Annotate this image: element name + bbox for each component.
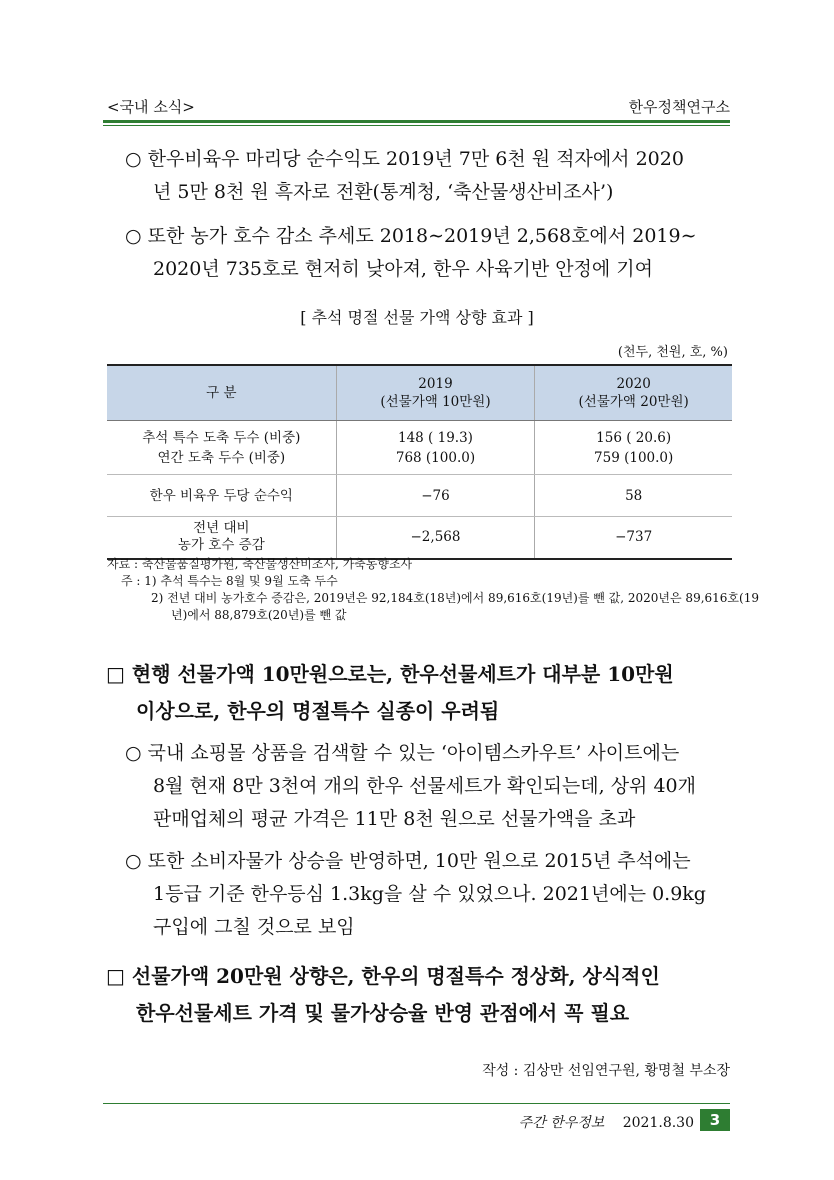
table-title: [ 추석 명절 선물 가액 상향 효과 ] bbox=[300, 308, 534, 327]
header-year: 2019 bbox=[418, 376, 453, 392]
section-heading-raise-limit bbox=[106, 958, 660, 1032]
cell-value: 759 (100.0) bbox=[594, 449, 674, 466]
bullet-itemscout bbox=[125, 737, 696, 836]
header-org-name: 한우정책연구소 bbox=[628, 98, 730, 116]
table-row bbox=[107, 517, 732, 559]
bullet-farm-households bbox=[125, 220, 697, 286]
section-text-line: 선물가액 20만원 상향은, 한우의 명절특수 정상화, 상식적인 bbox=[131, 964, 660, 988]
section-text-line: 현행 선물가액 10만원으로는, 한우선물세트가 대부분 10만원 bbox=[131, 662, 674, 686]
bullet-marker: ○ bbox=[125, 742, 142, 764]
section-text-line: 이상으로, 한우의 명절특수 실종이 우려됨 bbox=[136, 699, 500, 723]
header-gift-limit: (선물가액 10만원) bbox=[380, 394, 491, 410]
table-row bbox=[107, 421, 732, 475]
bullet-text-line: 한우비육우 마리당 순수익도 2019년 7만 6천 원 적자에서 2020 bbox=[147, 148, 684, 170]
bullet-text-line: 년 5만 8천 원 흑자로 전환(통계청, ‘축산물생산비조사’) bbox=[153, 181, 614, 203]
footnote-2: 2) 전년 대비 농가호수 증감은, 2019년은 92,184호(18년)에서 89,616호(19년)를 뺀 값, 2020년은 89,616호(19 bbox=[151, 591, 759, 605]
header-rule-thin bbox=[103, 125, 730, 126]
gift-limit-effect-table bbox=[107, 364, 732, 560]
header-category: 구 분 bbox=[107, 365, 336, 421]
page-number: 3 bbox=[700, 1109, 730, 1131]
bullet-marker: ○ bbox=[125, 148, 142, 170]
row-label-line: 연간 도축 두수 (비중) bbox=[157, 449, 286, 466]
bullet-text-line: 구입에 그칠 것으로 보임 bbox=[153, 916, 355, 938]
bullet-text-line: 1등급 기준 한우등심 1.3kg을 살 수 있었으나. 2021년에는 0.9kg bbox=[153, 883, 706, 905]
cell-value: 148 ( 19.3) bbox=[398, 429, 473, 446]
section-marker: □ bbox=[106, 964, 125, 988]
footer-text bbox=[519, 1112, 694, 1132]
bullet-consumer-price bbox=[125, 845, 706, 944]
header-2019 bbox=[336, 365, 535, 421]
row-label bbox=[107, 517, 336, 559]
header-gift-limit: (선물가액 20만원) bbox=[578, 394, 689, 410]
author-credit: 작성 : 김상만 선임연구원, 황명철 부소장 bbox=[482, 1063, 730, 1079]
table-row bbox=[107, 475, 732, 517]
table-notes bbox=[107, 556, 759, 624]
footnote-2-cont: 년)에서 88,879호(20년)를 뺀 값 bbox=[171, 608, 347, 622]
source-note: 자료 : 축산물품질평가원, 축산물생산비조사, 가축동향조사 bbox=[107, 557, 413, 571]
row-label-line: 전년 대비 bbox=[193, 520, 250, 537]
bullet-text-line: 또한 소비자물가 상승을 반영하면, 10만 원으로 2015년 추석에는 bbox=[147, 850, 691, 872]
footer-rule bbox=[103, 1103, 730, 1104]
cell-2019: −76 bbox=[336, 475, 535, 517]
row-label-line: 농가 호수 증감 bbox=[177, 537, 265, 554]
header-2020 bbox=[535, 365, 732, 421]
header-year: 2020 bbox=[616, 376, 651, 392]
cell-2019: −2,568 bbox=[336, 517, 535, 559]
table-unit: (천두, 천원, 호, %) bbox=[617, 345, 728, 360]
row-label: 한우 비육우 두당 순수익 bbox=[107, 475, 336, 517]
cell-2020 bbox=[535, 421, 732, 475]
cell-2020: −737 bbox=[535, 517, 732, 559]
section-marker: □ bbox=[106, 662, 125, 686]
footnote-1: 주 : 1) 추석 특수는 8월 및 9월 도축 두수 bbox=[121, 574, 338, 588]
bullet-text-line: 2020년 735호로 현저히 낮아져, 한우 사육기반 안정에 기여 bbox=[153, 258, 654, 280]
cell-2019 bbox=[336, 421, 535, 475]
bullet-marker: ○ bbox=[125, 225, 142, 247]
cell-value: 768 (100.0) bbox=[395, 449, 476, 466]
publication-date: 2021.8.30 bbox=[622, 1115, 694, 1131]
publication-name: 주간 한우정보 bbox=[518, 1115, 605, 1131]
header-section-label: <국내 소식> bbox=[107, 98, 195, 116]
bullet-text-line: 또한 농가 호수 감소 추세도 2018∼2019년 2,568호에서 2019∼ bbox=[147, 225, 697, 247]
section-heading-current-limit bbox=[106, 656, 674, 730]
cell-value: 156 ( 20.6) bbox=[596, 429, 672, 446]
section-text-line: 한우선물세트 가격 및 물가상승율 반영 관점에서 꼭 필요 bbox=[136, 1001, 630, 1025]
row-label bbox=[107, 421, 336, 475]
bullet-text-line: 8월 현재 8만 3천여 개의 한우 선물세트가 확인되는데, 상위 40개 bbox=[153, 775, 696, 797]
cell-2020: 58 bbox=[535, 475, 732, 517]
row-label-line: 추석 특수 도축 두수 (비중) bbox=[142, 429, 301, 446]
bullet-net-profit bbox=[125, 143, 684, 209]
table-header-row bbox=[107, 365, 732, 421]
bullet-marker: ○ bbox=[125, 850, 142, 872]
header-rule bbox=[103, 120, 730, 123]
bullet-text-line: 판매업체의 평균 가격은 11만 8천 원으로 선물가액을 초과 bbox=[153, 808, 636, 830]
bullet-text-line: 국내 쇼핑몰 상품을 검색할 수 있는 ‘아이템스카우트’ 사이트에는 bbox=[147, 742, 680, 764]
